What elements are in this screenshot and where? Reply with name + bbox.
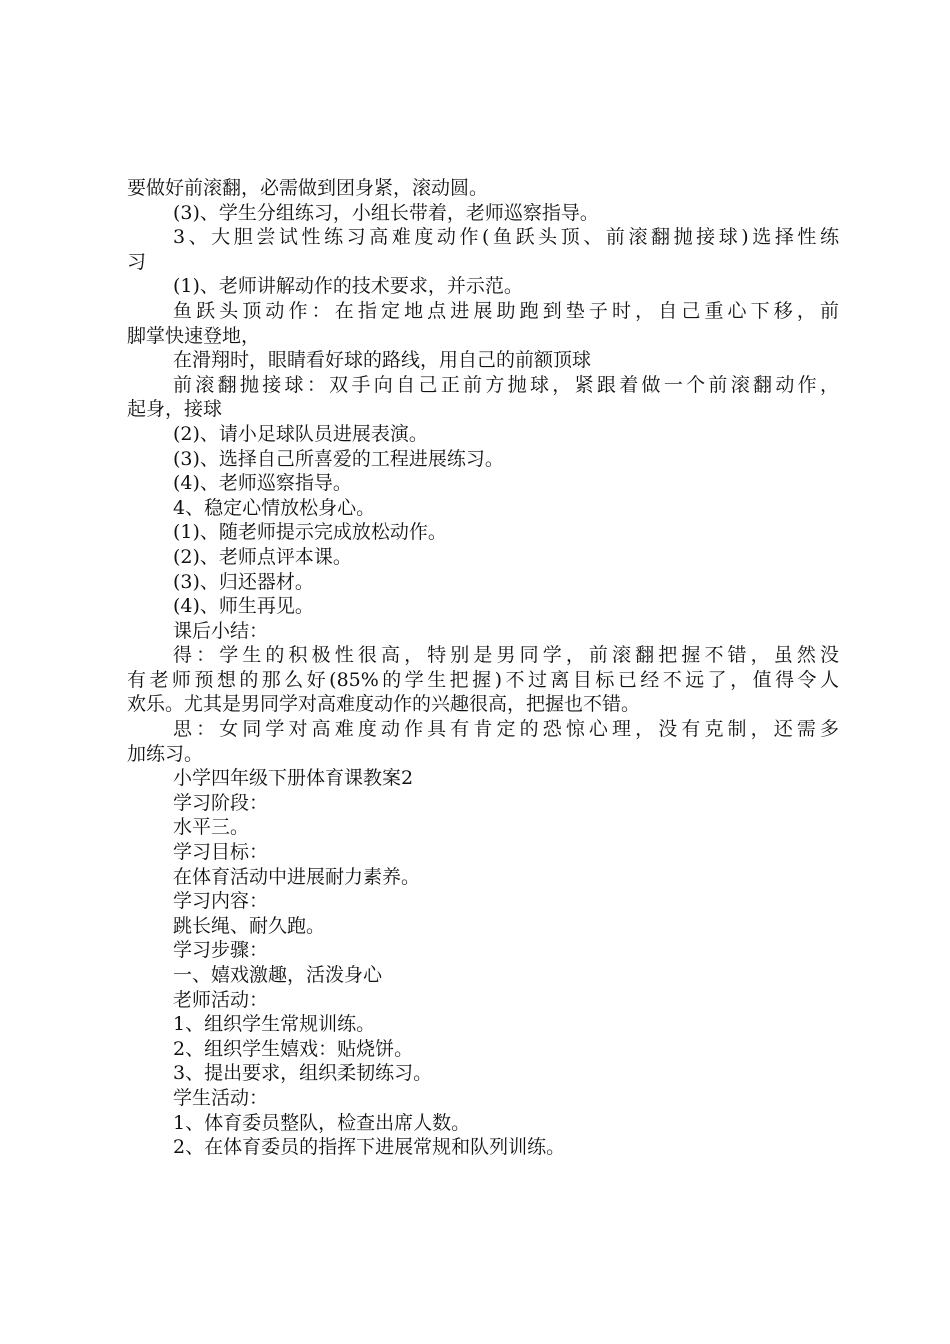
text-line: 得：学生的积极性很高，特别是男同学，前滚翻把握不错，虽然没	[173, 644, 839, 667]
text-line: 跳长绳、耐久跑。	[173, 914, 326, 937]
text-line: (1)、随老师提示完成放松动作。	[173, 521, 447, 544]
text-line: 要做好前滚翻，必需做到团身紧，滚动圆。	[127, 177, 489, 199]
text-line: 1、体育委员整队，检查出席人数。	[173, 1111, 471, 1134]
text-line: (3)、选择自己所喜爱的工程进展练习。	[173, 447, 504, 470]
text-line: 水平三。	[173, 816, 250, 839]
text-line: 鱼跃头顶动作：在指定地点进展助跑到垫子时，自己重心下移，前	[173, 299, 839, 322]
text-line: 习	[127, 250, 147, 273]
text-line: 思：女同学对高难度动作具有肯定的恐惊心理，没有克制，还需多	[173, 718, 839, 741]
section-heading: 学习目标：	[173, 841, 269, 864]
text-line: 欢乐。尤其是男同学对高难度动作的兴趣很高，把握也不错。	[127, 693, 641, 716]
text-line: 脚掌快速登地，	[127, 324, 261, 347]
text-line: (4)、老师巡察指导。	[173, 472, 352, 495]
section-title: 小学四年级下册体育课教案2	[173, 767, 414, 790]
text-line: 3、提出要求，组织柔韧练习。	[173, 1062, 433, 1085]
text-line: (3)、学生分组练习，小组长带着，老师巡察指导。	[173, 201, 599, 224]
text-line: (2)、老师点评本课。	[173, 545, 352, 568]
text-line: (1)、老师讲解动作的技术要求，并示范。	[173, 275, 523, 298]
document-body	[127, 176, 839, 1160]
text-line: 前滚翻抛接球：双手向自己正前方抛球，紧跟着做一个前滚翻动作，	[173, 373, 839, 396]
text-line: 在体育活动中进展耐力素养。	[173, 865, 421, 888]
text-line: (3)、归还器材。	[173, 570, 314, 593]
text-line: 有老师预想的那么好(85%的学生把握)不过离目标已经不远了，值得令人	[127, 668, 839, 691]
text-line: 一、嬉戏激趣，活泼身心	[173, 964, 383, 986]
text-line: 起身，接球	[127, 398, 223, 421]
section-heading: 学生活动：	[173, 1086, 269, 1109]
section-heading: 学习阶段：	[173, 791, 269, 814]
section-heading: 老师活动：	[173, 988, 269, 1011]
text-line: (2)、请小足球队员进展表演。	[173, 422, 428, 445]
text-line: 1、组织学生常规训练。	[173, 1013, 376, 1036]
text-line: (4)、师生再见。	[173, 595, 314, 618]
section-heading: 学习步骤：	[173, 939, 269, 962]
text-line: 在滑翔时，眼睛看好球的路线，用自己的前额顶球	[173, 349, 592, 372]
text-line: 3、大胆尝试性练习高难度动作(鱼跃头顶、前滚翻抛接球)选择性练	[173, 226, 839, 249]
text-line: 2、组织学生嬉戏：贴烧饼。	[173, 1037, 414, 1060]
section-heading: 学习内容：	[173, 890, 269, 913]
text-line: 4、稳定心情放松身心。	[173, 496, 376, 519]
section-heading: 课后小结：	[173, 619, 269, 642]
text-line: 加练习。	[127, 742, 204, 765]
text-line: 2、在体育委员的指挥下进展常规和队列训练。	[173, 1136, 566, 1159]
